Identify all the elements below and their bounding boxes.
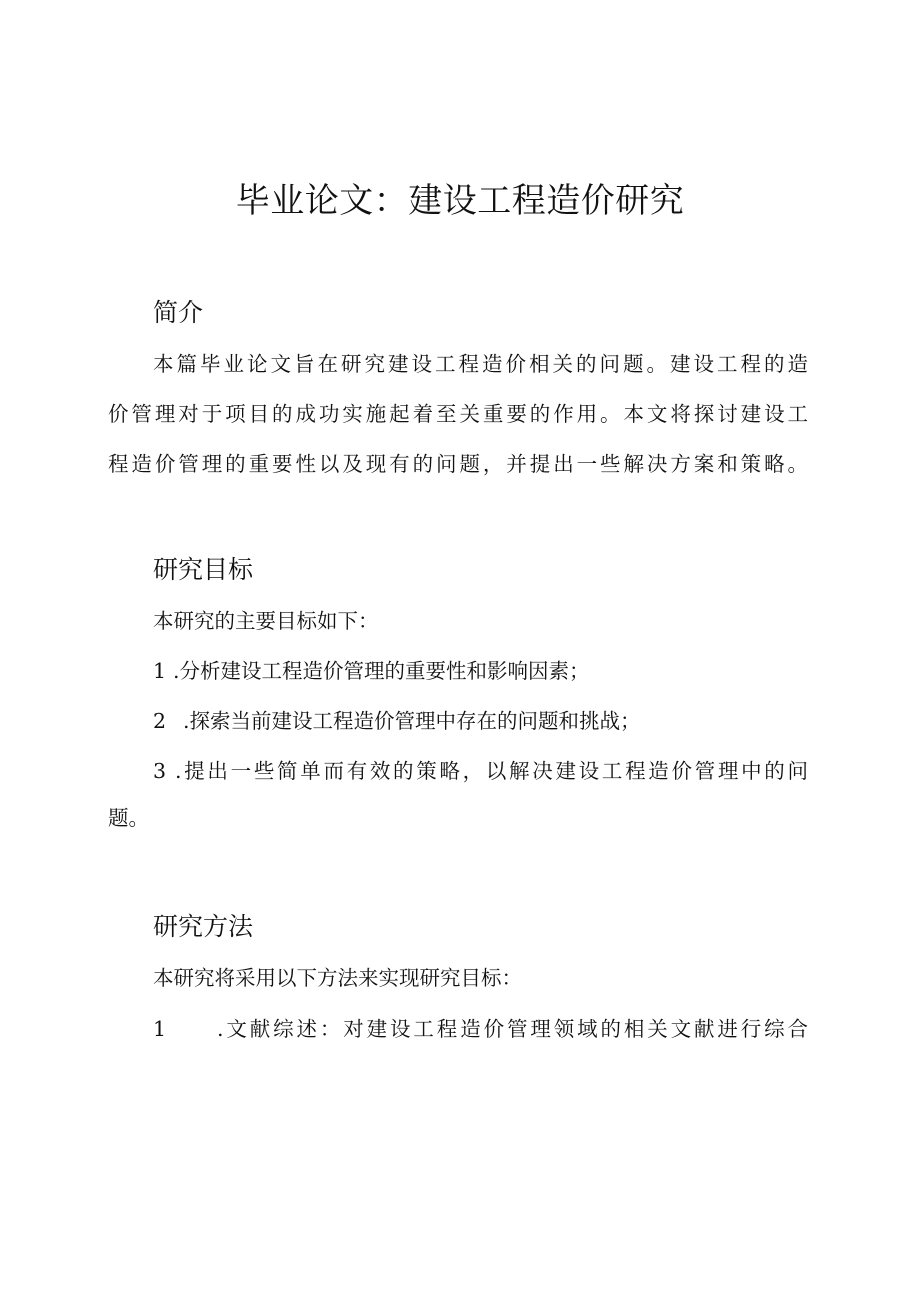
section-heading-intro: 简介 (153, 298, 204, 327)
document-title: 毕业论文：建设工程造价研究 (235, 181, 685, 221)
goals-list-item (153, 706, 641, 736)
list-item-text: .分析建设工程造价管理的重要性和影响因素； (173, 659, 590, 683)
goals-list-item (153, 656, 590, 686)
section-heading-goals: 研究目标 (153, 555, 254, 584)
list-item-text: .提出一些简单而有效的策略，以解决建设工程造价管理中的问 (175, 759, 808, 783)
list-item-text: .文献综述：对建设工程造价管理领域的相关文献进行综合 (217, 1017, 808, 1041)
intro-paragraph-line-2: 价管理对于项目的成功实施起着至关重要的作用。本文将探讨建设工 (108, 402, 808, 426)
methods-list-item (153, 1014, 808, 1044)
list-item-number: 3 (153, 759, 167, 783)
list-item-text: .探索当前建设工程造价管理中存在的问题和挑战； (183, 709, 641, 733)
list-item-number: 1 (153, 1017, 167, 1041)
goals-list-item (153, 756, 808, 786)
intro-paragraph-line-3: 程造价管理的重要性以及现有的问题，并提出一些解决方案和策略。 (108, 452, 808, 476)
list-item-number: 1 (153, 659, 167, 683)
methods-lead-text: 本研究将采用以下方法来实现研究目标： (153, 966, 522, 990)
intro-paragraph-line-1: 本篇毕业论文旨在研究建设工程造价相关的问题。建设工程的造 (153, 352, 808, 376)
list-item-number: 2 (153, 709, 167, 733)
goals-lead-text: 本研究的主要目标如下： (153, 609, 379, 633)
section-heading-methods: 研究方法 (153, 912, 254, 941)
goals-list-item-continuation: 题。 (108, 806, 149, 830)
